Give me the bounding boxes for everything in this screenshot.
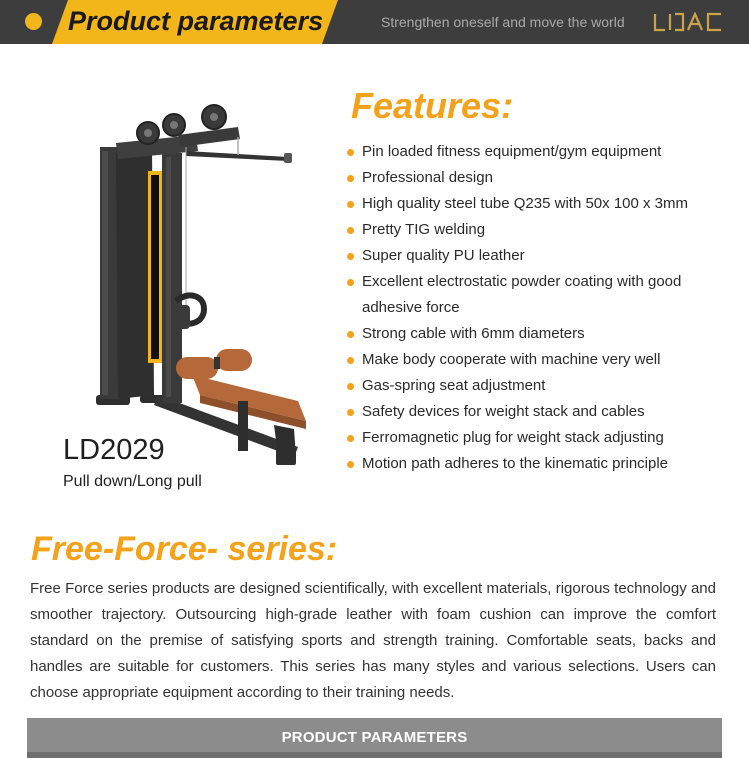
feature-text: Gas-spring seat adjustment bbox=[362, 377, 546, 394]
feature-text: Pretty TIG welding bbox=[362, 221, 486, 238]
bullet-dot-icon bbox=[347, 331, 354, 338]
bar-shadow bbox=[27, 752, 722, 758]
bullet-dot-icon bbox=[347, 435, 354, 442]
feature-list bbox=[347, 139, 737, 477]
list-item bbox=[347, 425, 737, 451]
bullet-dot-icon bbox=[347, 175, 354, 182]
bullet-dot-icon bbox=[347, 461, 354, 468]
series-title: Free-Force- series: bbox=[31, 530, 338, 568]
feature-text: Super quality PU leather bbox=[362, 247, 525, 264]
brand-logo bbox=[653, 12, 725, 32]
page-title: Product parameters bbox=[68, 6, 324, 36]
feature-text: Motion path adheres to the kinematic principle bbox=[362, 455, 669, 472]
list-item bbox=[347, 321, 737, 347]
bullet-dot-icon bbox=[347, 201, 354, 208]
feature-text: Safety devices for weight stack and cables bbox=[362, 403, 645, 420]
bullet-dot-icon bbox=[25, 13, 42, 30]
feature-text: Strong cable with 6mm diameters bbox=[362, 325, 585, 342]
bullet-dot-icon bbox=[347, 383, 354, 390]
brand-slogan: Strengthen oneself and move the world bbox=[381, 14, 625, 30]
bullet-dot-icon bbox=[347, 409, 354, 416]
feature-text: Professional design bbox=[362, 169, 493, 186]
list-item bbox=[347, 347, 737, 373]
bullet-dot-icon bbox=[347, 279, 354, 286]
list-item bbox=[347, 399, 737, 425]
feature-text: Make body cooperate with machine very well bbox=[362, 351, 661, 368]
list-item bbox=[347, 191, 737, 217]
features-title: Features: bbox=[351, 85, 514, 126]
header-bar bbox=[0, 0, 749, 44]
feature-text: Excellent electrostatic powder coating with good adhesive force bbox=[362, 273, 682, 316]
feature-text: High quality steel tube Q235 with 50x 100 x 3mm bbox=[362, 195, 689, 212]
list-item bbox=[347, 269, 737, 321]
feature-text: Ferromagnetic plug for weight stack adjusting bbox=[362, 429, 664, 446]
bullet-dot-icon bbox=[347, 357, 354, 364]
list-item bbox=[347, 373, 737, 399]
bullet-dot-icon bbox=[347, 149, 354, 156]
list-item bbox=[347, 451, 737, 477]
list-item bbox=[347, 165, 737, 191]
feature-text: Pin loaded fitness equipment/gym equipment bbox=[362, 143, 662, 160]
parameters-header-bar bbox=[27, 718, 722, 758]
bullet-dot-icon bbox=[347, 227, 354, 234]
list-item bbox=[347, 217, 737, 243]
series-description: Free Force series products are designed scientifically, with excellent materials, rigorous technology and smoother trajectory. Outsourcing high-grade leather with foam cushion can improve the comfort standard on the premise of satisfying sports and strength training. Comfortable seats, backs and handles are suitable for customers. This series has many styles and various selections. Users can choose appropriate equipment according to their training needs. bbox=[30, 580, 716, 701]
parameters-label: PRODUCT PARAMETERS bbox=[281, 729, 468, 746]
product-name: Pull down/Long pull bbox=[63, 473, 202, 490]
product-image bbox=[88, 95, 310, 490]
product-code: LD2029 bbox=[63, 434, 165, 466]
list-item bbox=[347, 243, 737, 269]
bullet-dot-icon bbox=[347, 253, 354, 260]
list-item bbox=[347, 139, 737, 165]
